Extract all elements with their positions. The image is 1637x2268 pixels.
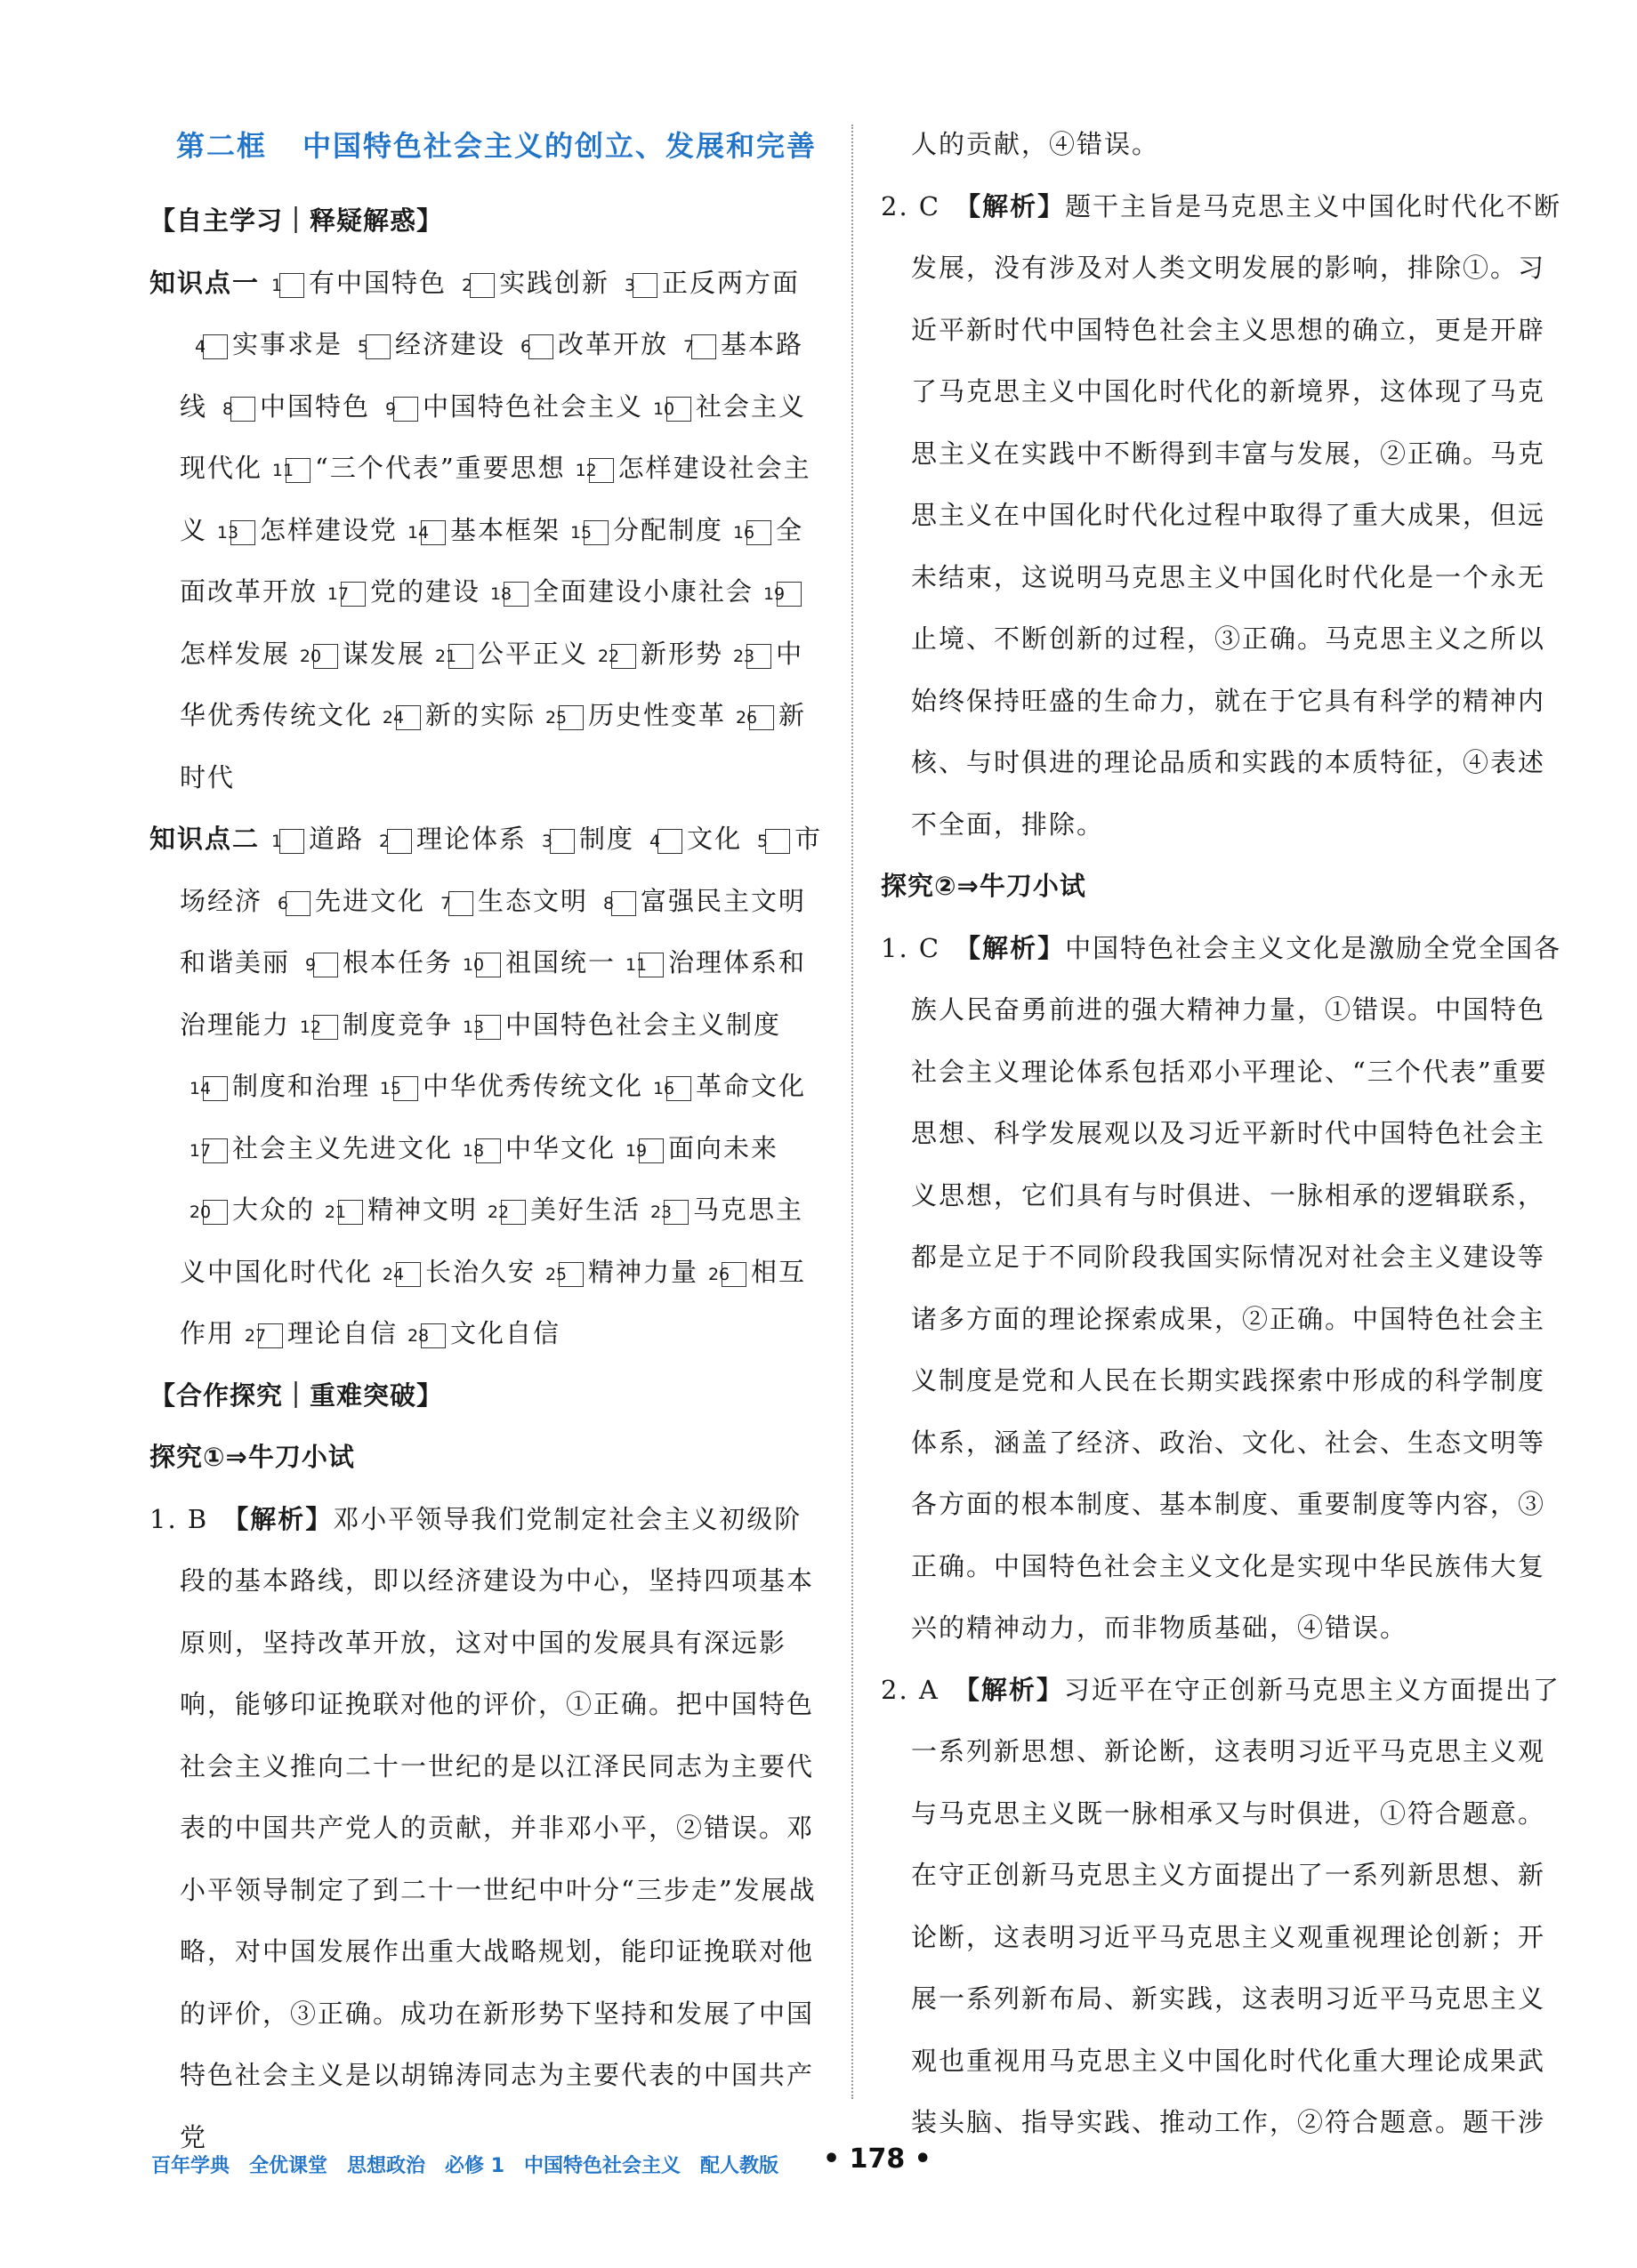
e1q1-number: 1. B [149, 1503, 209, 1534]
kp2-answer: 中华优秀传统文化 [423, 1071, 644, 1101]
kp1-number-box: 23 [746, 644, 771, 669]
kp1-number-box: 5 [366, 334, 391, 359]
kp1-answer: 实践创新 [499, 267, 610, 298]
kp2-answer: 马克思主义中国化时代化 [180, 1194, 804, 1287]
footer-edition: 配人教版 [700, 2155, 779, 2177]
kp2-answer: 富强民主文明和谐美丽 [180, 885, 807, 977]
kp1-number-box: 14 [421, 520, 446, 545]
page-number: • 178 • [823, 2143, 931, 2175]
title-part1: 第二框 [176, 129, 268, 163]
kp1-answer: 正反两方面 [662, 267, 801, 298]
knowledge-point-2 [149, 808, 827, 1365]
title-part2: 中国特色社会主义的创立、发展和完善 [302, 129, 818, 163]
kp1-number-box: 17 [341, 582, 366, 607]
kp2-answer: 精神力量 [588, 1256, 699, 1287]
kp1-answer: 怎样建设社会主义 [180, 453, 811, 545]
right-column [881, 114, 1566, 2154]
e2q2-text: 习近平在守正创新马克思主义方面提出了一系列新思想、新论断，这表明习近平马克思主义观与马克思主义既一脉相承又与时俱进，①符合题意。在守正创新马克思主义方面提出了一系列新思想、新论断，这表明习近平马克思主义观重视理论创新；开展一系列新布局、新实践，这表明习近平马克思主义观也重视用马克思主义中国化时代化重大理论成果武装头脑、指导实践、推动工作，②符合题意。题干涉 [911, 1674, 1560, 2137]
kp2-number-box: 10 [476, 953, 501, 977]
kp1-answer: 中国特色社会主义 [423, 390, 644, 422]
e1q2-number: 2. C [881, 190, 941, 221]
kp1-answer: 新的实际 [425, 700, 536, 730]
kp2-answer: 祖国统一 [505, 947, 617, 977]
kp1-answer: 实事求是 [232, 329, 343, 359]
kp2-answer: 中华文化 [505, 1132, 617, 1163]
kp1-number-box: 1 [279, 273, 304, 298]
kp1-answer: 基本路线 [180, 329, 804, 422]
kp1-number-box: 9 [393, 397, 418, 422]
kp1-answer: 中华优秀传统文化 [180, 638, 804, 730]
kp1-number-box: 24 [396, 705, 421, 730]
left-column [149, 98, 827, 2168]
kp1-label: 知识点一 [149, 267, 261, 298]
kp1-number-box: 19 [777, 582, 802, 607]
e2q2-number: 2. A [881, 1674, 939, 1705]
kp2-answer: 革命文化 [696, 1071, 807, 1101]
kp1-items [180, 268, 811, 792]
kp1-number-box: 15 [584, 520, 609, 545]
e2q1-number: 1. C [881, 932, 941, 963]
kp2-answer: 市场经济 [180, 824, 823, 916]
kp2-number-box: 6 [286, 891, 310, 916]
explore2-q1-answer [881, 918, 1566, 1660]
kp2-number-box: 8 [611, 891, 636, 916]
kp2-answer: 制度和治理 [232, 1071, 371, 1101]
kp1-answer: 怎样建设党 [260, 514, 399, 545]
kp1-number-box: 18 [504, 582, 528, 607]
kp2-number-box: 4 [657, 829, 682, 854]
kp1-answer: 有中国特色 [309, 267, 448, 298]
kp1-number-box: 12 [589, 458, 614, 483]
kp2-number-box: 15 [393, 1076, 418, 1101]
kp2-number-box: 23 [664, 1200, 689, 1225]
footer [151, 2151, 798, 2186]
kp2-answer: 先进文化 [315, 885, 426, 916]
column-divider [851, 125, 853, 2099]
kp2-answer: 文化 [687, 824, 743, 854]
kp1-answer: 基本框架 [450, 514, 561, 545]
explore1-q1-answer [149, 1489, 827, 2169]
kp2-number-box: 1 [279, 829, 304, 854]
kp2-answer: 理论体系 [416, 824, 528, 854]
kp2-number-box: 25 [559, 1262, 584, 1287]
kp1-answer: 怎样发展 [180, 638, 291, 669]
kp2-answer: 美好生活 [530, 1194, 641, 1225]
kp2-answer: 中国特色社会主义制度 [505, 1009, 782, 1040]
explore1-q2-answer [881, 176, 1566, 857]
e2q1-text: 中国特色社会主义文化是激励全党全国各族人民奋勇前进的强大精神力量，①错误。中国特色社会主义理论体系包括邓小平理论、“三个代表”重要思想、科学发展观以及习近平新时代中国特色社会主义思想，它们具有与时俱进、一脉相承的逻辑联系，都是立足于不同阶段我国实际情况对社会主义建设等诸多方面的理论探索成果，②正确。中国特色社会主义制度是党和人民在长期实践探索中形成的科学制度体系，涵盖了经济、政治、文化、社会、生态文明等各方面的根本制度、基本制度、重要制度等内容，③正确。中国特色社会主义文化是实现中华民族伟大复兴的精神动力，而非物质基础，④错误。 [911, 932, 1562, 1643]
footer-subject: 思想政治 [347, 2155, 426, 2177]
kp2-answer: 精神文明 [367, 1194, 479, 1225]
e1q1-tag: 【解析】 [222, 1503, 334, 1534]
kp2-number-box: 22 [501, 1200, 526, 1225]
kp2-number-box: 13 [476, 1015, 501, 1040]
kp2-number-box: 24 [396, 1262, 421, 1287]
kp2-number-box: 12 [313, 1015, 338, 1040]
explore-2-heading: 探究②⇒牛刀小试 [881, 871, 1086, 901]
kp1-number-box: 16 [746, 520, 771, 545]
kp1-answer: 全面建设小康社会 [533, 576, 754, 607]
kp2-items [180, 824, 822, 1348]
kp2-number-box: 26 [722, 1262, 746, 1287]
kp2-answer: 制度 [579, 824, 635, 854]
footer-book-title: 中国特色社会主义 [524, 2155, 681, 2177]
e1q1-continued: 人的贡献，④错误。 [911, 129, 1160, 159]
kp1-number-box: 6 [528, 334, 553, 359]
kp1-number-box: 7 [691, 334, 716, 359]
kp1-number-box: 2 [470, 273, 495, 298]
kp2-answer: 社会主义先进文化 [232, 1132, 454, 1163]
kp2-number-box: 2 [387, 829, 412, 854]
kp1-number-box: 26 [749, 705, 774, 730]
kp1-number-box: 21 [448, 644, 473, 669]
kp1-answer: “三个代表”重要思想 [315, 453, 566, 483]
kp2-number-box: 20 [203, 1200, 228, 1225]
kp1-number-box: 3 [633, 273, 657, 298]
kp1-number-box: 4 [203, 334, 228, 359]
kp1-number-box: 8 [230, 397, 255, 422]
kp1-answer: 改革开放 [558, 329, 669, 359]
section-title [176, 125, 827, 167]
footer-volume: 必修 1 [445, 2155, 505, 2177]
kp2-answer: 治理体系和治理能力 [180, 947, 807, 1040]
knowledge-point-1 [149, 253, 827, 809]
kp2-number-box: 14 [203, 1076, 228, 1101]
kp1-answer: 新时代 [180, 700, 807, 792]
kp2-number-box: 21 [338, 1200, 363, 1225]
kp2-answer: 制度竞争 [343, 1009, 454, 1040]
kp2-number-box: 3 [550, 829, 575, 854]
kp2-number-box: 11 [639, 953, 664, 977]
kp1-number-box: 13 [230, 520, 255, 545]
kp2-answer: 文化自信 [450, 1318, 561, 1348]
kp2-answer: 长治久安 [425, 1256, 536, 1287]
kp2-number-box: 17 [203, 1138, 228, 1163]
explore-1-heading: 探究①⇒牛刀小试 [149, 1442, 355, 1472]
kp2-number-box: 18 [476, 1138, 501, 1163]
kp2-answer: 生态文明 [478, 885, 589, 916]
kp2-number-box: 9 [313, 953, 338, 977]
kp1-number-box: 22 [611, 644, 636, 669]
kp1-answer: 谋发展 [343, 638, 426, 669]
kp1-answer: 历史性变革 [588, 700, 727, 730]
kp2-answer: 面向未来 [668, 1132, 779, 1163]
kp1-answer: 分配制度 [613, 514, 724, 545]
kp2-number-box: 5 [765, 829, 790, 854]
explore2-q2-answer [881, 1660, 1566, 2154]
e1q2-tag: 【解析】 [955, 190, 1066, 221]
kp2-answer: 相互作用 [180, 1256, 807, 1348]
footer-brand: 百年学典 [151, 2155, 230, 2177]
kp2-answer: 大众的 [232, 1194, 316, 1225]
kp1-answer: 经济建设 [395, 329, 506, 359]
cooperative-heading: 【合作探究｜重难突破】 [149, 1379, 444, 1411]
kp1-number-box: 10 [666, 397, 691, 422]
footer-series: 全优课堂 [249, 2155, 328, 2177]
kp2-number-box: 16 [666, 1076, 691, 1101]
kp2-answer: 理论自信 [287, 1318, 399, 1348]
kp2-answer: 道路 [309, 824, 365, 854]
kp2-label: 知识点二 [149, 824, 261, 854]
kp1-answer: 全面改革开放 [180, 514, 804, 607]
kp1-answer: 中国特色 [260, 390, 371, 422]
self-study-heading: 【自主学习｜释疑解惑】 [149, 205, 444, 236]
kp1-answer: 新形势 [641, 638, 724, 669]
kp2-number-box: 28 [421, 1323, 446, 1348]
kp1-number-box: 25 [559, 705, 584, 730]
kp1-answer: 社会主义现代化 [180, 390, 807, 483]
kp2-number-box: 27 [258, 1323, 283, 1348]
kp1-answer: 公平正义 [478, 638, 589, 669]
e1q1-text: 邓小平领导我们党制定社会主义初级阶段的基本路线，即以经济建设为中心，坚持四项基本原则，坚持改革开放，这对中国的发展具有深远影响，能够印证挽联对他的评价，①正确。把中国特色社会主义推向二十一世纪的是以江泽民同志为主要代表的中国共产党人的贡献，并非邓小平，②错误。邓小平领导制定了到二十一世纪中叶分“三步走”发展战略，对中国发展作出重大战略规划，能印证挽联对他的评价，③正确。成功在新形势下坚持和发展了中国特色社会主义是以胡锦涛同志为主要代表的中国共产党 [180, 1503, 817, 2152]
kp2-number-box: 19 [639, 1138, 664, 1163]
kp1-number-box: 11 [286, 458, 310, 483]
kp1-answer: 党的建设 [370, 576, 481, 607]
kp2-number-box: 7 [448, 891, 473, 916]
e1q2-text: 题干主旨是马克思主义中国化时代化不断发展，没有涉及对人类文明发展的影响，排除①。习近平新时代中国特色社会主义思想的确立，更是开辟了马克思主义中国化时代化的新境界，这体现了马克思主义在实践中不断得到丰富与发展，②正确。马克思主义在中国化时代化过程中取得了重大成果，但远未结束，这说明马克思主义中国化时代化是一个永无止境、不断创新的过程，③正确。马克思主义之所以始终保持旺盛的生命力，就在于它具有科学的精神内核、与时俱进的理论品质和实践的本质特征，④表述不全面，排除。 [911, 190, 1562, 840]
e2q2-tag: 【解析】 [953, 1674, 1064, 1705]
kp1-number-box: 20 [313, 644, 338, 669]
kp2-answer: 根本任务 [343, 947, 454, 977]
e2q1-tag: 【解析】 [955, 932, 1066, 963]
